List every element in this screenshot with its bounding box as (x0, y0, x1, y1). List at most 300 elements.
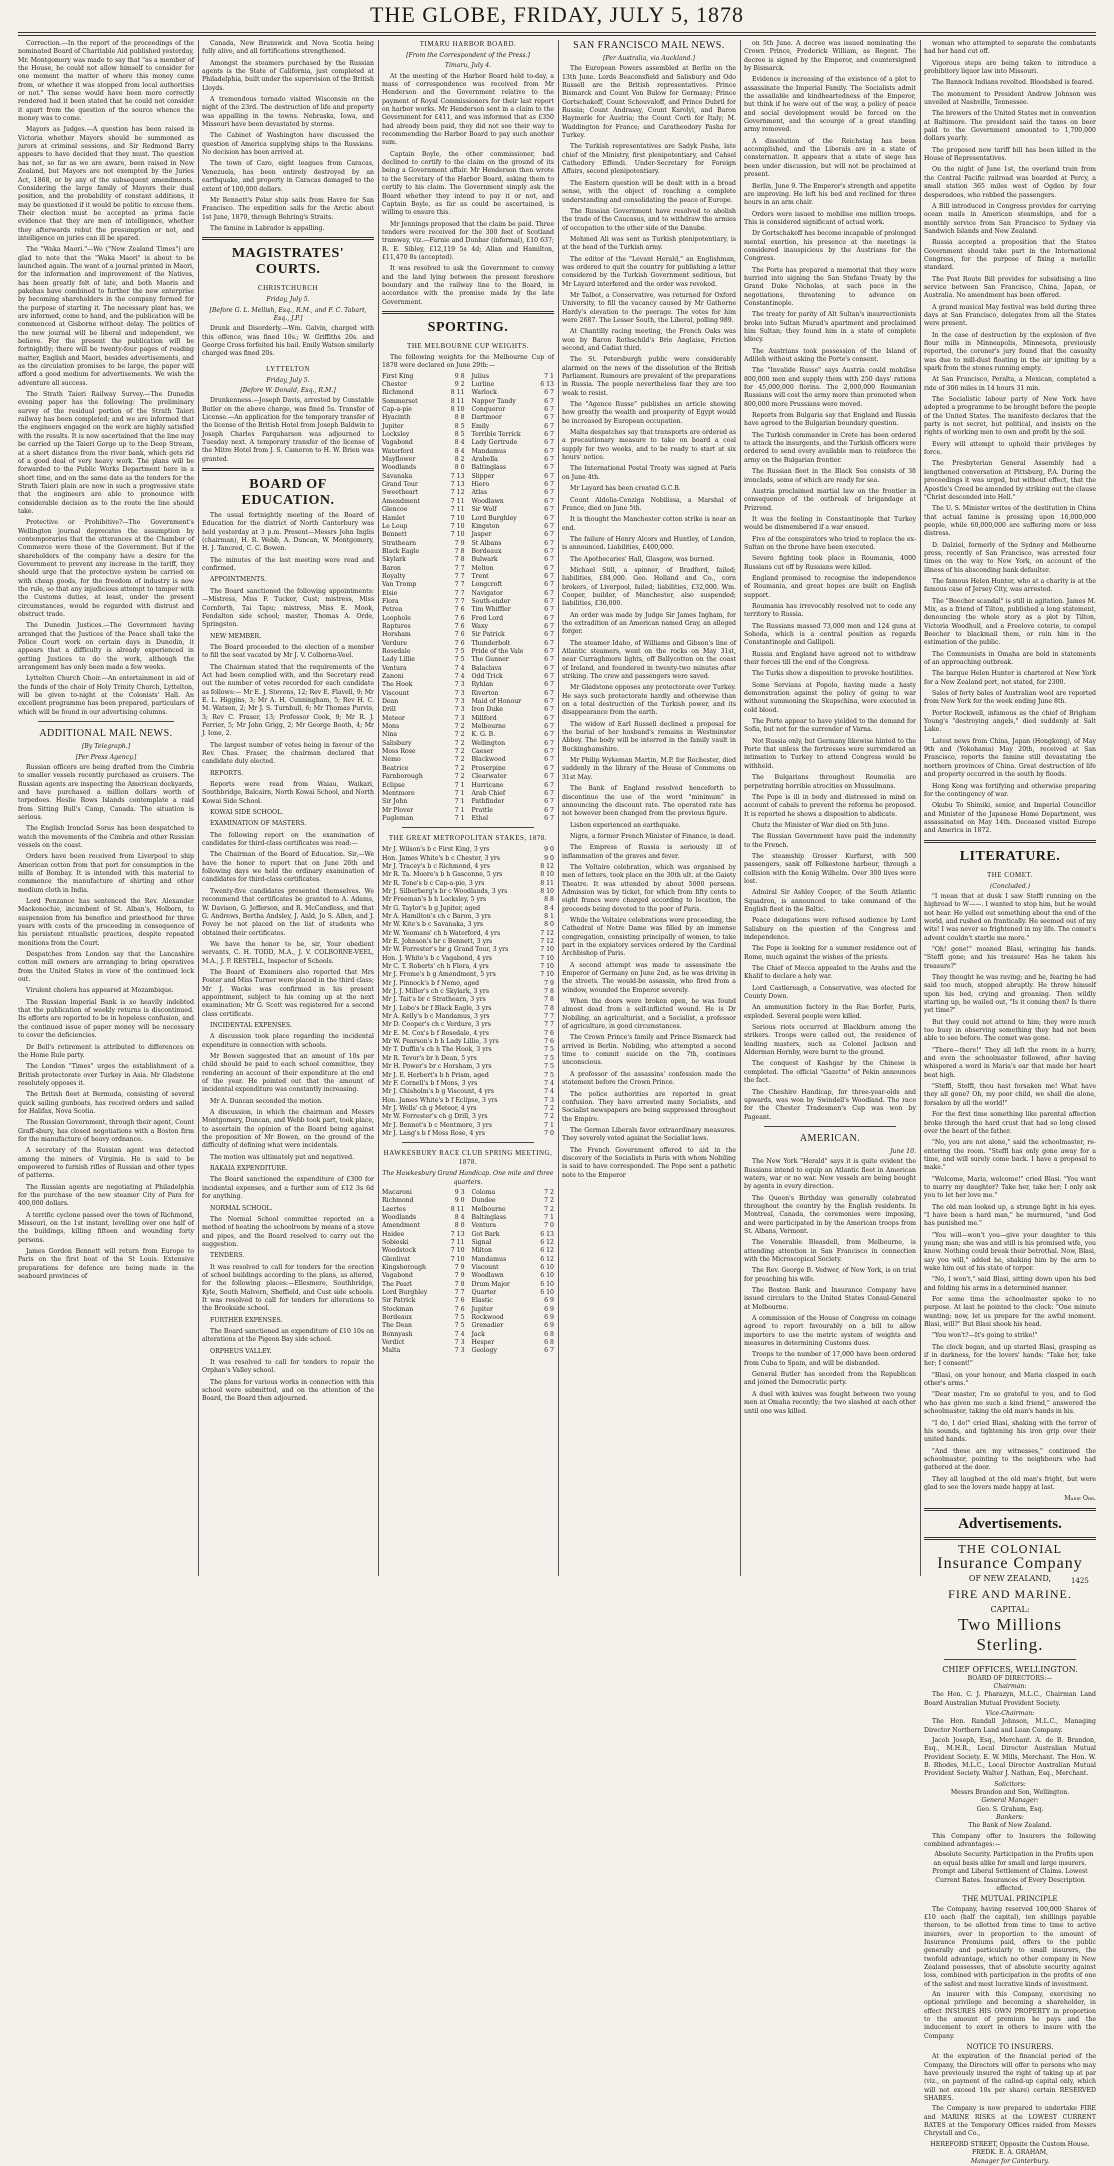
horse-weight: 7 10 (450, 1247, 465, 1255)
horse-weight: 7 2 (454, 748, 465, 756)
horse-name: Black Eagle (382, 547, 420, 555)
horse-name: Ventura (471, 1222, 497, 1230)
weight-entry (471, 1339, 554, 1347)
horse-weight: 6 7 (544, 664, 554, 672)
weight-entry (471, 523, 554, 531)
horse-weight: 8 8 (454, 414, 465, 422)
paragraph: A Bill introduced in Congress provides for carrying ocean mails in American steamships, and for a monthly service from San Francisco to Sydney via Sandwich Islands and New Zealand. (924, 202, 1096, 235)
weight-row (382, 740, 554, 748)
entry-weight: 8 11 (540, 879, 554, 887)
horse-weight: 7 6 (454, 614, 465, 622)
weight-entry (382, 464, 465, 472)
horse-weight: 6 7 (544, 631, 554, 639)
horse-weight: 6 7 (544, 756, 554, 764)
paragraph: The Board sanctioned the expenditure of £300 for incidental expenses, and a further sum of £12 3s 6d for anything. (202, 1176, 374, 1201)
horse-weight: 6 9 (544, 1297, 554, 1305)
col2-paragraphs (202, 40, 374, 233)
weight-entry (471, 665, 554, 673)
ins-capital: Two Millions Sterling. (958, 1614, 1062, 1654)
paragraph: The Crown Prince's family and Prince Bismarck had arrived in Berlin. Nobiling, who attempted a second time to commit suicide on the 7th, continues unconscious. (562, 1034, 736, 1067)
paragraph: The International Postal Treaty was signed at Paris on June 4th. (562, 465, 736, 481)
ins-directors: Jacob Joseph, Esq., Merchant. A. de B. Brandon, Esq., M.H.R., Local Director Australian Mutual Provident Society. E. W. Mills, Merchant. The Hon. W. B. Rhodes, M.L.C., Local Director Australian Mutual Provident Society. Walter J. Nathan, Esq., Merchant. (924, 1737, 1096, 1778)
horse-name: Meteor (382, 714, 405, 722)
weight-entry (382, 448, 465, 456)
horse-name: Stockman (382, 1305, 414, 1313)
paragraph: "You won't?—It's going to strike!" (932, 1332, 1038, 1340)
paragraph: The Chairman stated that the requirements of the Act had been complied with, and the Secretary read out the number of votes recorded for each candidate as follows:— Mr E. J. Stevens, 12; Rev E. Flavell, 9; Mr E. L. Higgins, 3; Mr A. H. Cunningham, 5; Rev H. C. M. Watson, 2; Mr J. S. Turnbull, 6; Mr Thomas Purvis, 3; Rev C. Fraser, 13; Professor Cook, 9; Mr R. J. Ferrier, 5; Mr John Grigg, 2; Mr George Booth, 4; Mr J. Ione, 2. (202, 663, 374, 738)
hawkesbury-heading: HAWKESBURY RACE CLUB SPRING MEETING, 1878. (383, 1149, 553, 1167)
san-francisco-body (562, 65, 736, 1180)
horse-weight: 7 1 (454, 814, 465, 822)
paragraph: When the doors were broken open, he was found almost dead from a self-inflicted wound. He is Dr Nobiling, an agriculturist, and a Socialist, a professor of agriculture, in good circumstances. (562, 998, 736, 1031)
weight-entry (471, 656, 554, 664)
horse-weight: 7 10 (450, 531, 465, 539)
horse-name: Balaclava (471, 664, 502, 672)
weight-entry (471, 1289, 554, 1297)
entry-row (382, 1038, 554, 1046)
paragraph: The Turkish commander in Crete has been ordered to attack the insurgents, and the Turkish officers were ordered to send every available man to reinforce the army on the Bulgarian frontier. (744, 431, 916, 464)
paragraph: A second attempt was made to assassinate the Emperor of Germany on June 2nd, as he was driving in the streets. The would-be assassin, who fired from a window, wounded the Emperor severely. (562, 961, 736, 994)
horse-weight: 6 7 (544, 748, 554, 756)
paragraph: The Turks show a disposition to provoke hostilities. (752, 670, 914, 678)
ins-vice-label: Vice-Chairman: (985, 1709, 1035, 1717)
horse-name: Nina (382, 731, 398, 739)
paragraph: But they could not attend to him; they were much too busy in observing something they had not been able to see before. The comet was gone. (924, 1018, 1096, 1043)
paragraph: Russian officers are being drafted from the Cimbria to smaller vessels recently purchased as cruisers. The Russian agents are inspecting the American dockyards, and have purchased a million dollars worth of torpedoes. Heslie Rows Islands contemplate a raid from Sitting Bull's Camp, Canada. The situation is serious. (18, 763, 194, 821)
ins-fire-marine: FIRE AND MARINE. (948, 1586, 1072, 1601)
horse-name: Dundee (471, 1197, 496, 1205)
horse-weight: 6 7 (544, 639, 554, 647)
ins-mutual-heading: THE MUTUAL PRINCIPLE (962, 1895, 1058, 1904)
paragraph: The Cabinet of Washington have discussed the question of America supplying ships to the Russians. No decision has been arrived at. (202, 132, 374, 157)
paragraph: The St. Petersburgh public were considerably alarmed on the news of the dissolution of the British Parliament. Rumours are prevalent of the preparations in Russia. The people nevertheless fear they are too weak to resist. (562, 356, 736, 397)
horse-name: Longcroft (471, 581, 503, 589)
horse-weight: 6 9 (544, 1305, 554, 1313)
horse-weight: 6 7 (544, 789, 554, 797)
horse-name: Fugleman (382, 814, 414, 822)
weight-row (382, 1272, 554, 1280)
entry-name: Mr J. Pinnock's b f Nemo, aged (382, 979, 480, 987)
weight-row (382, 456, 554, 464)
horse-name: Terrible Terrick (471, 431, 521, 439)
weight-entry (382, 631, 465, 639)
horse-name: Bennett (382, 531, 407, 539)
paragraph: NORMAL SCHOOL. (210, 1204, 273, 1212)
paragraph: Mr Bowen suggested that an amount of 10s per child should be paid to each school committee, they rendering an account of their expenditure at the end of the year. He pointed out that the amount of incidental expenditure was constantly increasing. (202, 1053, 374, 1094)
sporting-heading: SPORTING. (427, 319, 509, 335)
entry-name: Mr J. E. Herbert's b h Prism, aged (382, 1071, 489, 1079)
horse-weight: 7 8 (454, 547, 465, 555)
entry-row (382, 1013, 554, 1021)
weight-row (382, 1197, 554, 1205)
great-metropolitan-heading: THE GREAT METROPOLITAN STAKES, 1878. (388, 834, 548, 843)
horse-name: Haidee (382, 1230, 405, 1238)
horse-name: Hyacinth (382, 414, 411, 422)
column-1 (18, 40, 194, 1576)
horse-name: Vagabond (382, 1272, 413, 1280)
horse-weight: 6 7 (544, 706, 554, 714)
horse-name: Zanoni (382, 673, 404, 681)
masthead-rule-lower (18, 35, 1096, 36)
horse-name: Woodlands (382, 1213, 417, 1221)
weight-row (382, 389, 554, 397)
paragraph: Roumania has irrevocably resolved not to cede any territory to Russia. (744, 602, 916, 619)
horse-name: Drill (382, 706, 396, 714)
weight-entry (471, 1331, 554, 1339)
weight-entry (471, 631, 554, 639)
horse-weight: 6 7 (544, 764, 554, 772)
ins-capital-label: CAPITAL: (990, 1604, 1030, 1614)
weight-entry (471, 623, 554, 631)
weight-row (382, 615, 554, 623)
entry-weight: 7 12 (540, 929, 554, 937)
horse-name: Pride of the Vale (471, 648, 524, 655)
horse-weight: 6 7 (544, 456, 554, 464)
weight-entry (471, 698, 554, 706)
paragraph: Virulent cholera has appeared at Mozambique. (26, 987, 174, 995)
horse-name: First King (382, 372, 414, 380)
paragraph: APPOINTMENTS. (210, 576, 267, 584)
horse-weight: 6 7 (544, 689, 554, 697)
horse-name: Viscount (471, 1264, 499, 1272)
entry-row (382, 1072, 554, 1080)
paragraph: The famous Helen Hunter, who at a charity is at the famous case of Jersey City, was arrested. (924, 577, 1096, 594)
paragraph: The New York "Herald" says it is quite evident the Russians intend to equip an Atlantic fleet in American waters, war or no war. New vessels are being bought by agents in every direction. (744, 1158, 916, 1191)
horse-name: Sir Wolf (471, 506, 497, 514)
horse-weight: 9 0 (454, 1197, 465, 1205)
horse-name: Viscount (382, 689, 410, 697)
horse-weight: 6 7 (544, 606, 554, 614)
horse-weight: 7 10 (450, 1255, 465, 1263)
horse-weight: 7 12 (450, 489, 465, 497)
paragraph: The barque Helen Hunter is chartered at New York for a New Zealand port, not stated, for 2300. (924, 670, 1096, 686)
horse-weight: 7 2 (544, 1205, 554, 1213)
divider (202, 468, 374, 471)
horse-weight: 6 7 (544, 422, 554, 430)
horse-weight: 6 9 (544, 1322, 554, 1330)
entry-weight: 8 12 (540, 862, 554, 870)
horse-name: Napper Tandy (471, 397, 516, 405)
horse-weight: 8 4 (454, 1213, 465, 1221)
paragraph: Lisbon experienced an earthquake. (570, 821, 681, 829)
horse-name: Odd Trick (471, 673, 503, 681)
weight-entry (382, 590, 465, 598)
horse-weight: 7 1 (454, 806, 465, 814)
melbourne-cup-table (382, 373, 554, 824)
weight-entry (382, 414, 465, 422)
paragraph: The steamer Idaho, of Williams and Gibson's line of Atlantic steamers, went on the rocks on May 31st, near Curraghmore lights, off Ballycotton on the coast of Ireland, and foundered in twenty-two minutes after striking. The crew and passengers were saved. (562, 639, 736, 681)
weight-entry (382, 665, 465, 673)
entry-name: Mr J. Silberberg's br c Woodlands, 3 yrs (382, 887, 508, 895)
weight-row (382, 756, 554, 764)
horse-name: South-ender (471, 597, 511, 605)
entry-row (382, 955, 554, 963)
entry-weight: 7 0 (544, 1129, 554, 1137)
paragraph: The Russian Imperial Bank is so heavily indebted that the publication of weekly returns is discontinued. Its efforts are reported to be in hopeless confusion, and the continued issue of paper money will be necessary to cover the deficiencies. (18, 998, 194, 1040)
entry-row (382, 896, 554, 904)
paragraph: Sales of forty bales of Australian wool are reported from New York for the week ending June 8th. (924, 690, 1096, 706)
ins-solicitors-label: Solicitors: (994, 1780, 1026, 1788)
weight-entry (382, 1239, 465, 1247)
entry-weight: 7 10 (540, 971, 554, 979)
paragraph: Vigorous steps are being taken to introduce a prohibitory liquor law into Missouri. (924, 59, 1096, 76)
ins-mutual: The Company, having reserved 100,000 Shares of £10 each (half the capital), ten shillings payable thereon, to be allotted from time to time to active insurers, over in proportion to the amount of Insurance Premiums paid, offers to the public generally and particularly to small insurers, the twofold advantage, which no other company in New Zealand possesses, that of absolute security against loss, combined with participation in the profits of one of the safest and most lucrative kinds of investment. (924, 1905, 1096, 1988)
weight-entry (471, 464, 554, 472)
weight-row (382, 1339, 554, 1347)
entry-weight: 7 1 (544, 1121, 554, 1129)
paragraph: Despatches from London say that the Lancashire cotton mill owners are arranging to bring operatives from the United States in view of the continued lock out. (18, 951, 194, 984)
paragraph: The motion was ultimately put and negatived. (210, 1153, 355, 1161)
entry-weight: 7 2 (544, 1113, 554, 1121)
weight-entry (471, 548, 554, 556)
paragraph: Mr Talbot, a Conservative, was returned for Oxford University, to fill the vacancy caused by Mr Gathorne Hardy's elevation to the peerage. The votes for him were 2687. The Lesser South, the Liberal, polling 989. (562, 291, 736, 324)
entry-weight: 7 5 (544, 1054, 554, 1062)
paragraph: The Russian agents are negotiating at Philadelphia for the purchase of the new steamer City of Para for 400,000 dollars. (18, 1183, 194, 1208)
entry-name: Mr D. Cooper's ch c Verdure, 3 yrs (382, 1021, 491, 1029)
weight-entry (471, 1281, 554, 1289)
weight-row (382, 565, 554, 573)
weight-entry (471, 1214, 554, 1222)
paragraph: We have the honor to be, sir, Your obedient servants, C. H. TODD, M.A., J. V. COLBORNE-VEEL, M.A., J. P. RESTELL, Inspector of Schools. (202, 940, 374, 965)
weight-row (382, 765, 554, 773)
weight-entry (382, 815, 465, 823)
entry-weight: 7 4 (544, 1079, 554, 1087)
weight-entry (471, 815, 554, 823)
ins-offices: CHIEF OFFICES, WELLINGTON. (942, 1664, 1078, 1674)
horse-weight: 7 3 (454, 714, 465, 722)
masthead: THE GLOBE, FRIDAY, JULY 5, 1878 (370, 2, 744, 27)
horse-name: Quarter (471, 1289, 497, 1297)
horse-weight: 7 5 (454, 1322, 465, 1330)
paragraph: The "Beecher scandal" is still in agitation. James M. Mix, as a friend of Tilton, published a long statement, denouncing the whole story as a plot by Tilton, Victoria Woodhull, and a Freelove coterie, to compel Beecher to blackmail them, or ruin him in the estimation of the public. (924, 597, 1096, 647)
weight-entry (382, 498, 465, 506)
weight-row (382, 590, 554, 598)
entry-name: Mr A. Hamilton's ch c Baron, 3 yrs (382, 912, 491, 920)
horse-name: The Pearl (382, 1280, 412, 1288)
horse-weight: 7 0 (544, 1222, 554, 1230)
weight-entry (471, 673, 554, 681)
weight-entry (382, 565, 465, 573)
horse-weight: 6 7 (544, 773, 554, 781)
ins-vice: The Hon. Randall Johnson, M.L.C., Managing Director Northern Land and Loan Company. (924, 1718, 1096, 1734)
paragraph: It was resolved to ask the Government to convey and the land lying between the present foreshore boundary and the railway line to the Board, in accordance with the promise made by the late Government. (382, 265, 554, 306)
weight-entry (382, 690, 465, 698)
paragraph: The proposed new tariff bill has been killed in the House of Representatives. (924, 146, 1096, 163)
entry-weight: 7 12 (540, 938, 554, 945)
col6-paragraphs (924, 40, 1096, 836)
weight-row (382, 1214, 554, 1222)
american-date: June 10. (890, 1147, 916, 1155)
entry-row (382, 1122, 554, 1130)
paragraph: The old man looked up, a strange light in his eyes. "I have been a hard man," he murmured, "and God has punished me." (924, 1203, 1096, 1228)
horse-name: Beatrice (382, 764, 409, 772)
weight-row (382, 398, 554, 406)
paragraph: The Post Route Bill provides for subsidising a line service between San Francisco, China, Japan, or Australia. No amendment has been offered. (924, 275, 1096, 300)
horse-name: Glencoe (382, 506, 408, 514)
entry-row (382, 1055, 554, 1063)
horse-weight: 6 7 (544, 464, 554, 472)
paragraph: A discussion took place regarding the incidental expenditure in connection with schools. (202, 1033, 374, 1049)
weight-entry (382, 656, 465, 664)
horse-weight: 7 2 (454, 764, 465, 772)
horse-name: Trent (471, 572, 489, 580)
entry-weight: 8 1 (544, 912, 554, 920)
weight-entry (382, 765, 465, 773)
weight-entry (382, 606, 465, 614)
entry-name: Mr A. Kelly's b c Mandamus, 3 yrs (382, 1013, 490, 1021)
horse-name: Dartmoor (471, 414, 502, 422)
horse-name: Atlas (471, 489, 488, 497)
weight-entry (382, 598, 465, 606)
weight-entry (382, 1281, 465, 1289)
paragraph: The Communists in Omaha are bold in statements of an approaching outbreak. (924, 650, 1096, 667)
paragraph: The Socialistic labour party of New York have adopted a programme to be brought before the people of the United States. The manifesto declares that the party is not secret, but political, and insists on the rights of working men to own and profit by the soil. (924, 396, 1096, 437)
horse-weight: 6 7 (544, 531, 554, 539)
weight-entry (382, 731, 465, 739)
paragraph: On the night of June 1st, the overland train from the Central Pacific railroad was boarded at Percy, a small station 365 miles west of Ogden by four desperadoes, who robbed the passengers. (924, 166, 1096, 199)
weight-entry (471, 1189, 554, 1197)
weight-entry (382, 1322, 465, 1330)
weight-row (382, 623, 554, 631)
horse-name: Melbourne (471, 723, 506, 731)
paragraph: The treaty for parity of Alt Sultan's insurrectionists broke into Sultan Murad's apartment and proclaimed him Sultan; they found him in a state of complete idiocy. (744, 311, 916, 344)
comet-heading: THE COMET. (986, 870, 1034, 879)
entry-row (382, 863, 554, 871)
horse-weight: 7 7 (454, 581, 465, 589)
paragraph: The Austrians took possession of the Island of Adlileh without asking the Porte's consent. (744, 347, 916, 364)
weight-row (382, 573, 554, 581)
horse-name: Laertes (382, 1205, 406, 1213)
horse-name: Waterford (382, 447, 414, 455)
horse-weight: 6 7 (544, 739, 554, 747)
entry-row (382, 971, 554, 979)
paragraph: "Blasi, on your honour, and Maria clasped in each other's arms." (924, 1371, 1096, 1388)
horse-weight: 6 12 (540, 1239, 554, 1246)
weight-row (382, 1322, 554, 1330)
horse-weight: 6 7 (544, 614, 554, 622)
horse-name: Arab Chief (471, 789, 506, 797)
paragraph: The "Waka Maori."—We ("New Zealand Times") are glad to note that the "Waka Maori" is about to be launched again. The want of a journal printed in Maori, for the information and improvement of the Natives, has been greatly felt of late, and both Maoris and pakehas have combined to further the new enterprise by becoming shareholders in the company formed for the purpose of starting it. The necessary plant has, we are informed, come to hand, and the publication will be commenced at Gisborne without delay. The politics of the new journal will be liberal and independent, we believe. For the present the publication will be fortnightly; there will be twenty-four pages of reading matter, English and Maori, besides advertisements, and as the circulation promises to be large, the paper will afford a good medium for advertisements. We wish the adventure all success. (18, 246, 194, 387)
christchurch-text: Drunk and Disorderly.—Wm. Galvin, charged with this offence, was fined 10s.; W. Griffiths 20s. and George Cross forfeited his bail. Emily Watson similarly charged was fined 20s. (202, 325, 374, 358)
horse-weight: 6 7 (544, 447, 554, 455)
horse-weight: 6 10 (540, 1264, 554, 1272)
horse-name: Sir Patrick (471, 631, 505, 639)
horse-weight: 6 7 (544, 514, 554, 522)
paragraph: Mr Layard has been created G.C.B. (570, 485, 681, 493)
paragraph: Every will attempt to uphold their privileges by force. (924, 440, 1096, 457)
ins-para1: This Company offer to Insurers the following combined advantages:— (924, 1832, 1096, 1849)
weight-entry (471, 439, 554, 447)
horse-name: Bulwark (471, 556, 498, 564)
paragraph: Serious riots occurred at Blackburn among the strikers. Troops were called out, the residence of leading masters, such as Colonel Jackson and Alderman Hornby, were burnt to the ground. (744, 1024, 916, 1057)
paragraph: The Board sanctioned the following appointments:—Mistress, Miss F. Tucker, Cust; mistress, Miss Cornforth, Tai Tapu; mistress, Miss E. Mook, Fendalton side school; master, Thomas A. Orde, Springston. (202, 587, 374, 629)
paragraph: The European Powers assembled at Berlin on the 13th June. Lords Beaconsfield and Salisbury and Odo Russell are the British representatives. Prince Bismarck and Count Von Bulow for Germany; Prince Gortschakoff, Count Schouvaloff, and Prince Dubril for Russia; Count Andrassy, Count Karolyi, and Baron Haymerle for Austria; the Count Corti for Italy; M. Waddington for France; and Caratheodory Pasha for Turkey. (562, 65, 736, 140)
ins-address: HEREFORD STREET, Opposite the Custom House. (930, 2140, 1090, 2148)
weight-row (382, 414, 554, 422)
horse-name: Blackwood (471, 756, 506, 764)
entry-name: Mr E. Johnson's br c Bennett, 3 yrs (382, 938, 493, 945)
entry-name: Mr W. Pearson's b h Lady Lillie, 3 yrs (382, 1038, 499, 1046)
horse-name: Julius (471, 372, 490, 380)
paragraph: Correction.—In the report of the proceedings of the nominated Board of Charitable Aid published yesterday, Mr. Montgomery was made to say that "as a member of the House, he could not allow himself to consider for one moment the matter of where this money came from, or whether it was stopped from local authorities or not." The sense would have been more correctly rendered had it been stated that he could not consider it apart from the question of the source whence the money was to come. (18, 40, 194, 123)
horse-name: Vagabond (382, 439, 413, 447)
weight-entry (471, 448, 554, 456)
horse-weight: 6 7 (544, 698, 554, 706)
paragraph: The Strath Taieri Railway Survey.—The Dunedin evening paper has the following: The preliminary survey of the residual portion of the Strath Taieri railway has been completed; and we are informed that the engineers engaged on the work are highly satisfied with the results. It is now ascertained that the line may be carried up the Taieri Gorge up to the Deep Stream, at a short distance from the river bank, which gets rid of a good deal of very heavy work. The plans will be forwarded to the Public Works Department here in a short time, and on the same date as the tenders for the Strath Taieri plain are now in such a progressive state that the engineers are able to pronounce with considerable decision as to the route the line should take. (18, 391, 194, 515)
weight-entry (471, 565, 554, 573)
paragraph: The Board of Examiners also reported that Mrs Foster and Miss Turner were placed in the third class; Mr J. Wacke was confirmed in his present appointment, subject to his coming up at the next examination; Mr G. Scott was registered for a second class certificate. (202, 968, 374, 1018)
horse-weight: 8 0 (454, 1222, 465, 1230)
paragraph: They all laughed at the old man's fright, but were glad to see the lovers made happy at last. (924, 1475, 1096, 1491)
paragraph: The Queen's Birthday was generally celebrated throughout the country by the English residents. In Montreal, Canada, the ceremonies were imposing, and were participated in by the American troops from St. Albans, Vermont. (744, 1194, 916, 1235)
paragraph: The Board sanctioned an expenditure of £10 10s on alterations at the Pigeon Bay side school. (202, 1327, 374, 1344)
entry-name: Mr J. Lang's b f Moss Rose, 4 yrs (382, 1129, 486, 1137)
paragraph: The Russians massed 73,000 men and 124 guns at Sohoda, which is a central position as regards Constantinople and Gallipoli. (744, 622, 916, 647)
horse-name: Petrea (382, 606, 403, 614)
horse-weight: 7 3 (454, 689, 465, 697)
horse-name: Nemo (382, 756, 401, 764)
entry-row (382, 980, 554, 988)
weight-entry (382, 548, 465, 556)
weight-row (382, 715, 554, 723)
paragraph: "You will—won't you—give your daughter to this young man; she was and still is his promised wife, you know. Nothing could break their betrothal. Now, Blasi, say you will," added he, shaking him by the arm to wake him out of his state of torpor. (924, 1231, 1096, 1272)
horse-name: Lady Gertrude (471, 439, 518, 447)
horse-weight: 7 1 (454, 798, 465, 806)
paragraph: Nigra, a former French Minister of Finance, is dead. (570, 832, 736, 840)
paragraph: "Steffl, Steffl, thou hast forsaken me! What have they all gone? Oh, my poor child, we shall die alone, forsaken by all the world!" (924, 1083, 1096, 1107)
column-divider (198, 40, 199, 1576)
entry-row (382, 871, 554, 879)
col5-paragraphs (744, 40, 916, 1122)
weight-row (382, 581, 554, 589)
entry-weight: 7 8 (544, 988, 554, 996)
paragraph: The Board proceeded to the election of a member to fill the seat vacated by Mr J. V. Colborne-Veel. (202, 643, 374, 660)
paragraph: The plans for various works in connection with this school were submitted, and on the attention of the Board, the Board then adjourned. (202, 1378, 374, 1403)
column-divider (378, 40, 379, 1576)
weight-entry (382, 473, 465, 481)
weight-row (382, 1347, 554, 1355)
horse-name: Signal (471, 1239, 492, 1246)
paragraph: Mr Gladstone opposes any protectorate over Turkey. He says such protectorate hardly and otherwise than on a total destruction of the Turkish power, and its disappearance from the earth. (562, 684, 736, 717)
christchurch-before: [Before G. L. Mellish, Esq., R.M., and F. C. Tabart, Esq., J.P.] (209, 306, 367, 322)
paragraph: The steamship Grosser Kurfurst, with 500 passengers, sank off Folkestone harbour, through a collision with the Konig Wilhelm. Over 300 lives were lost. (744, 852, 916, 885)
horse-weight: 8 11 (450, 397, 465, 405)
entry-weight: 8 8 (544, 896, 554, 904)
entry-name: Mr J. Tracey's b c Richmond, 4 yrs (382, 862, 490, 870)
entry-name: Mr W. Forrester's ch g Drill, 3 yrs (382, 1113, 488, 1121)
horse-weight: 8 5 (454, 422, 465, 430)
horse-name: Arabella (471, 456, 498, 464)
horse-name: Verdure (382, 639, 408, 647)
horse-name: Mandamus (471, 447, 507, 455)
weight-row (382, 1206, 554, 1214)
entry-name: Mr E. M. Cox's b f Rosedale, 4 yrs (382, 1029, 489, 1037)
paragraph: Berlin, June 9. The Emperor's strength and appetite are improving. He left his bed and reclined for three hours in an arm chair. (744, 182, 916, 207)
entry-row (382, 855, 554, 863)
weight-entry (382, 573, 465, 581)
horse-name: Sommerset (382, 397, 418, 405)
paragraph: Orders have been received from Liverpool to ship American cotton from that port for consumption in the mills of Bombay. It is intended with this material to commence the manufacture of shirting and other medium cloth in India. (18, 853, 194, 894)
weight-entry (471, 373, 554, 381)
weight-entry (471, 1247, 554, 1255)
paragraph: Orders were issued to mobilise one million troops. This is considered significant of actual work. (744, 210, 916, 226)
weight-entry (471, 723, 554, 731)
horse-weight: 7 7 (454, 572, 465, 580)
ins-the: THE COLONIAL (958, 1542, 1062, 1556)
weight-entry (471, 515, 554, 523)
weight-row (382, 1222, 554, 1230)
paragraph: Michael Still, a spinner, of Bradford, failed; liabilities, £84,000. Geo. Holland and Co., corn brokers, of Liverpool, failed; liabilities, £32,000. Wm. Cooper, builder, of Manchester, also suspended; liabilities, £36,000. (562, 566, 736, 608)
